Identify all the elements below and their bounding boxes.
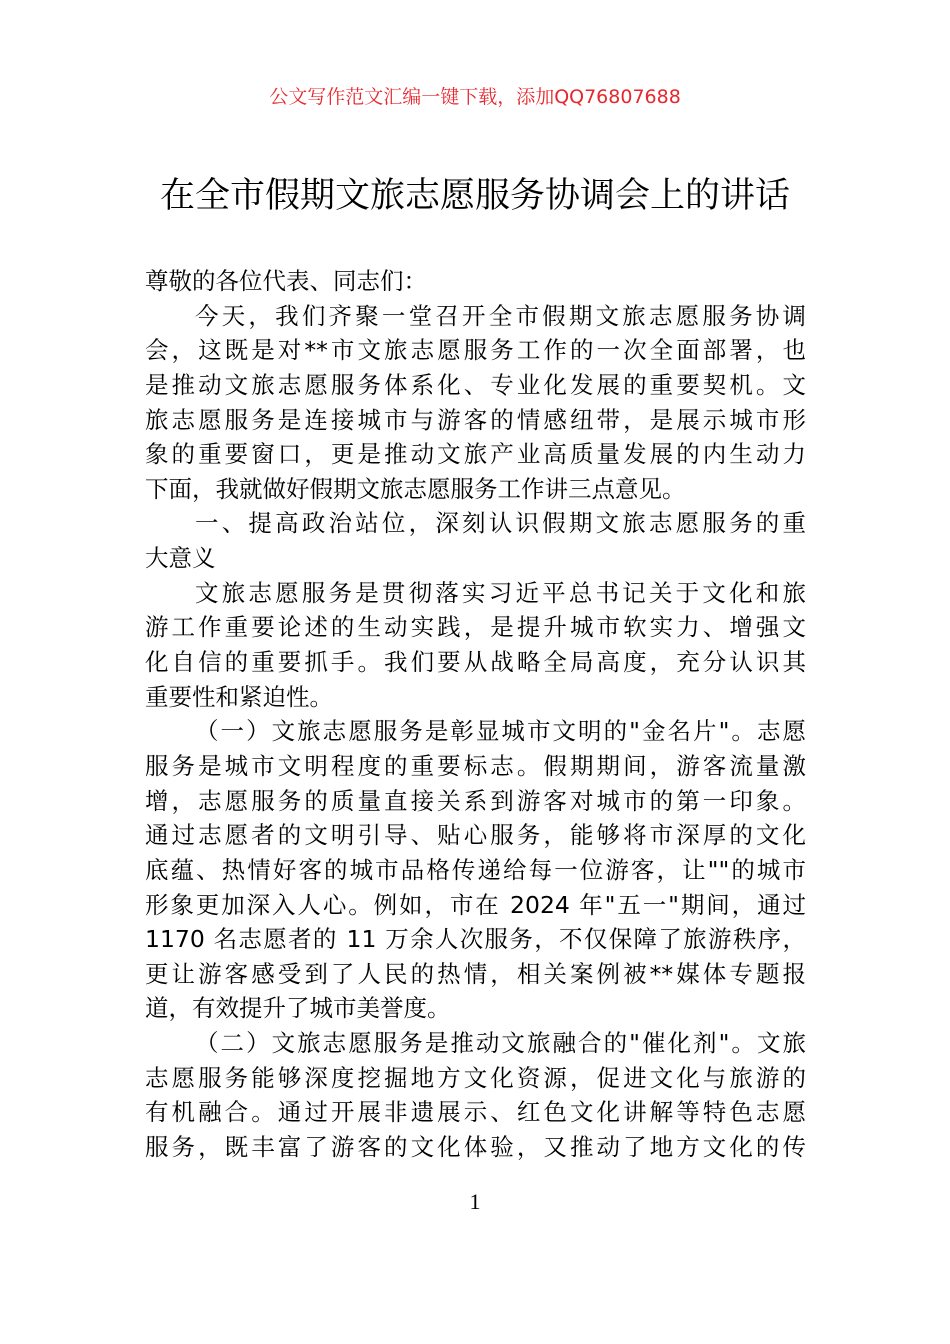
- text-line: 服务，既丰富了游客的文化体验，又推动了地方文化的传: [145, 1133, 806, 1162]
- text-line: 是推动文旅志愿服务体系化、专业化发展的重要契机。文: [145, 370, 806, 399]
- text-line: 大意义: [145, 544, 216, 573]
- text-line: 形象更加深入人心。例如，市在 2024 年"五一"期间，通过: [145, 890, 806, 919]
- text-line: 文旅志愿服务是贯彻落实习近平总书记关于文化和旅: [195, 578, 806, 607]
- document-body: [145, 264, 806, 1165]
- document-title: 在全市假期文旅志愿服务协调会上的讲话: [159, 176, 790, 216]
- text-line: 底蕴、热情好客的城市品格传递给每一位游客，让""的城市: [145, 855, 806, 884]
- text-line: 下面，我就做好假期文旅志愿服务工作讲三点意见。: [145, 474, 686, 503]
- text-line: 有机融合。通过开展非遗展示、红色文化讲解等特色志愿: [145, 1098, 806, 1127]
- text-line: 游工作重要论述的生动实践，是提升城市软实力、增强文: [145, 613, 806, 642]
- text-line: 尊敬的各位代表、同志们：: [145, 267, 427, 295]
- text-line: 志愿服务能够深度挖掘地方文化资源，促进文化与旅游的: [145, 1063, 806, 1092]
- text-line: 旅志愿服务是连接城市与游客的情感纽带，是展示城市形: [145, 405, 806, 434]
- text-line: 增，志愿服务的质量直接关系到游客对城市的第一印象。: [145, 786, 806, 815]
- text-line: 服务是城市文明程度的重要标志。假期期间，游客流量激: [145, 751, 806, 780]
- text-line: 通过志愿者的文明引导、贴心服务，能够将市深厚的文化: [145, 821, 806, 850]
- text-line: 1170 名志愿者的 11 万余人次服务，不仅保障了旅游秩序，: [145, 925, 806, 954]
- text-line: （二）文旅志愿服务是推动文旅融合的"催化剂"。文旅: [195, 1029, 806, 1058]
- text-line: 会，这既是对**市文旅志愿服务工作的一次全面部署，也: [145, 336, 806, 365]
- text-line: 道，有效提升了城市美誉度。: [145, 994, 451, 1023]
- page-number: 1: [469, 1189, 481, 1214]
- text-line: 一、提高政治站位，深刻认识假期文旅志愿服务的重: [195, 509, 806, 538]
- text-line: 今天，我们齐聚一堂召开全市假期文旅志愿服务协调: [195, 301, 806, 330]
- text-line: （一）文旅志愿服务是彰显城市文明的"金名片"。志愿: [195, 717, 806, 746]
- text-line: 更让游客感受到了人民的热情，相关案例被**媒体专题报: [145, 959, 806, 988]
- text-line: 象的重要窗口，更是推动文旅产业高质量发展的内生动力: [145, 440, 806, 469]
- text-line: 重要性和紧迫性。: [145, 682, 333, 711]
- text-line: 化自信的重要抓手。我们要从战略全局高度，充分认识其: [145, 648, 806, 677]
- header-notice: 公文写作范文汇编一键下载，添加QQ76807688: [269, 86, 681, 108]
